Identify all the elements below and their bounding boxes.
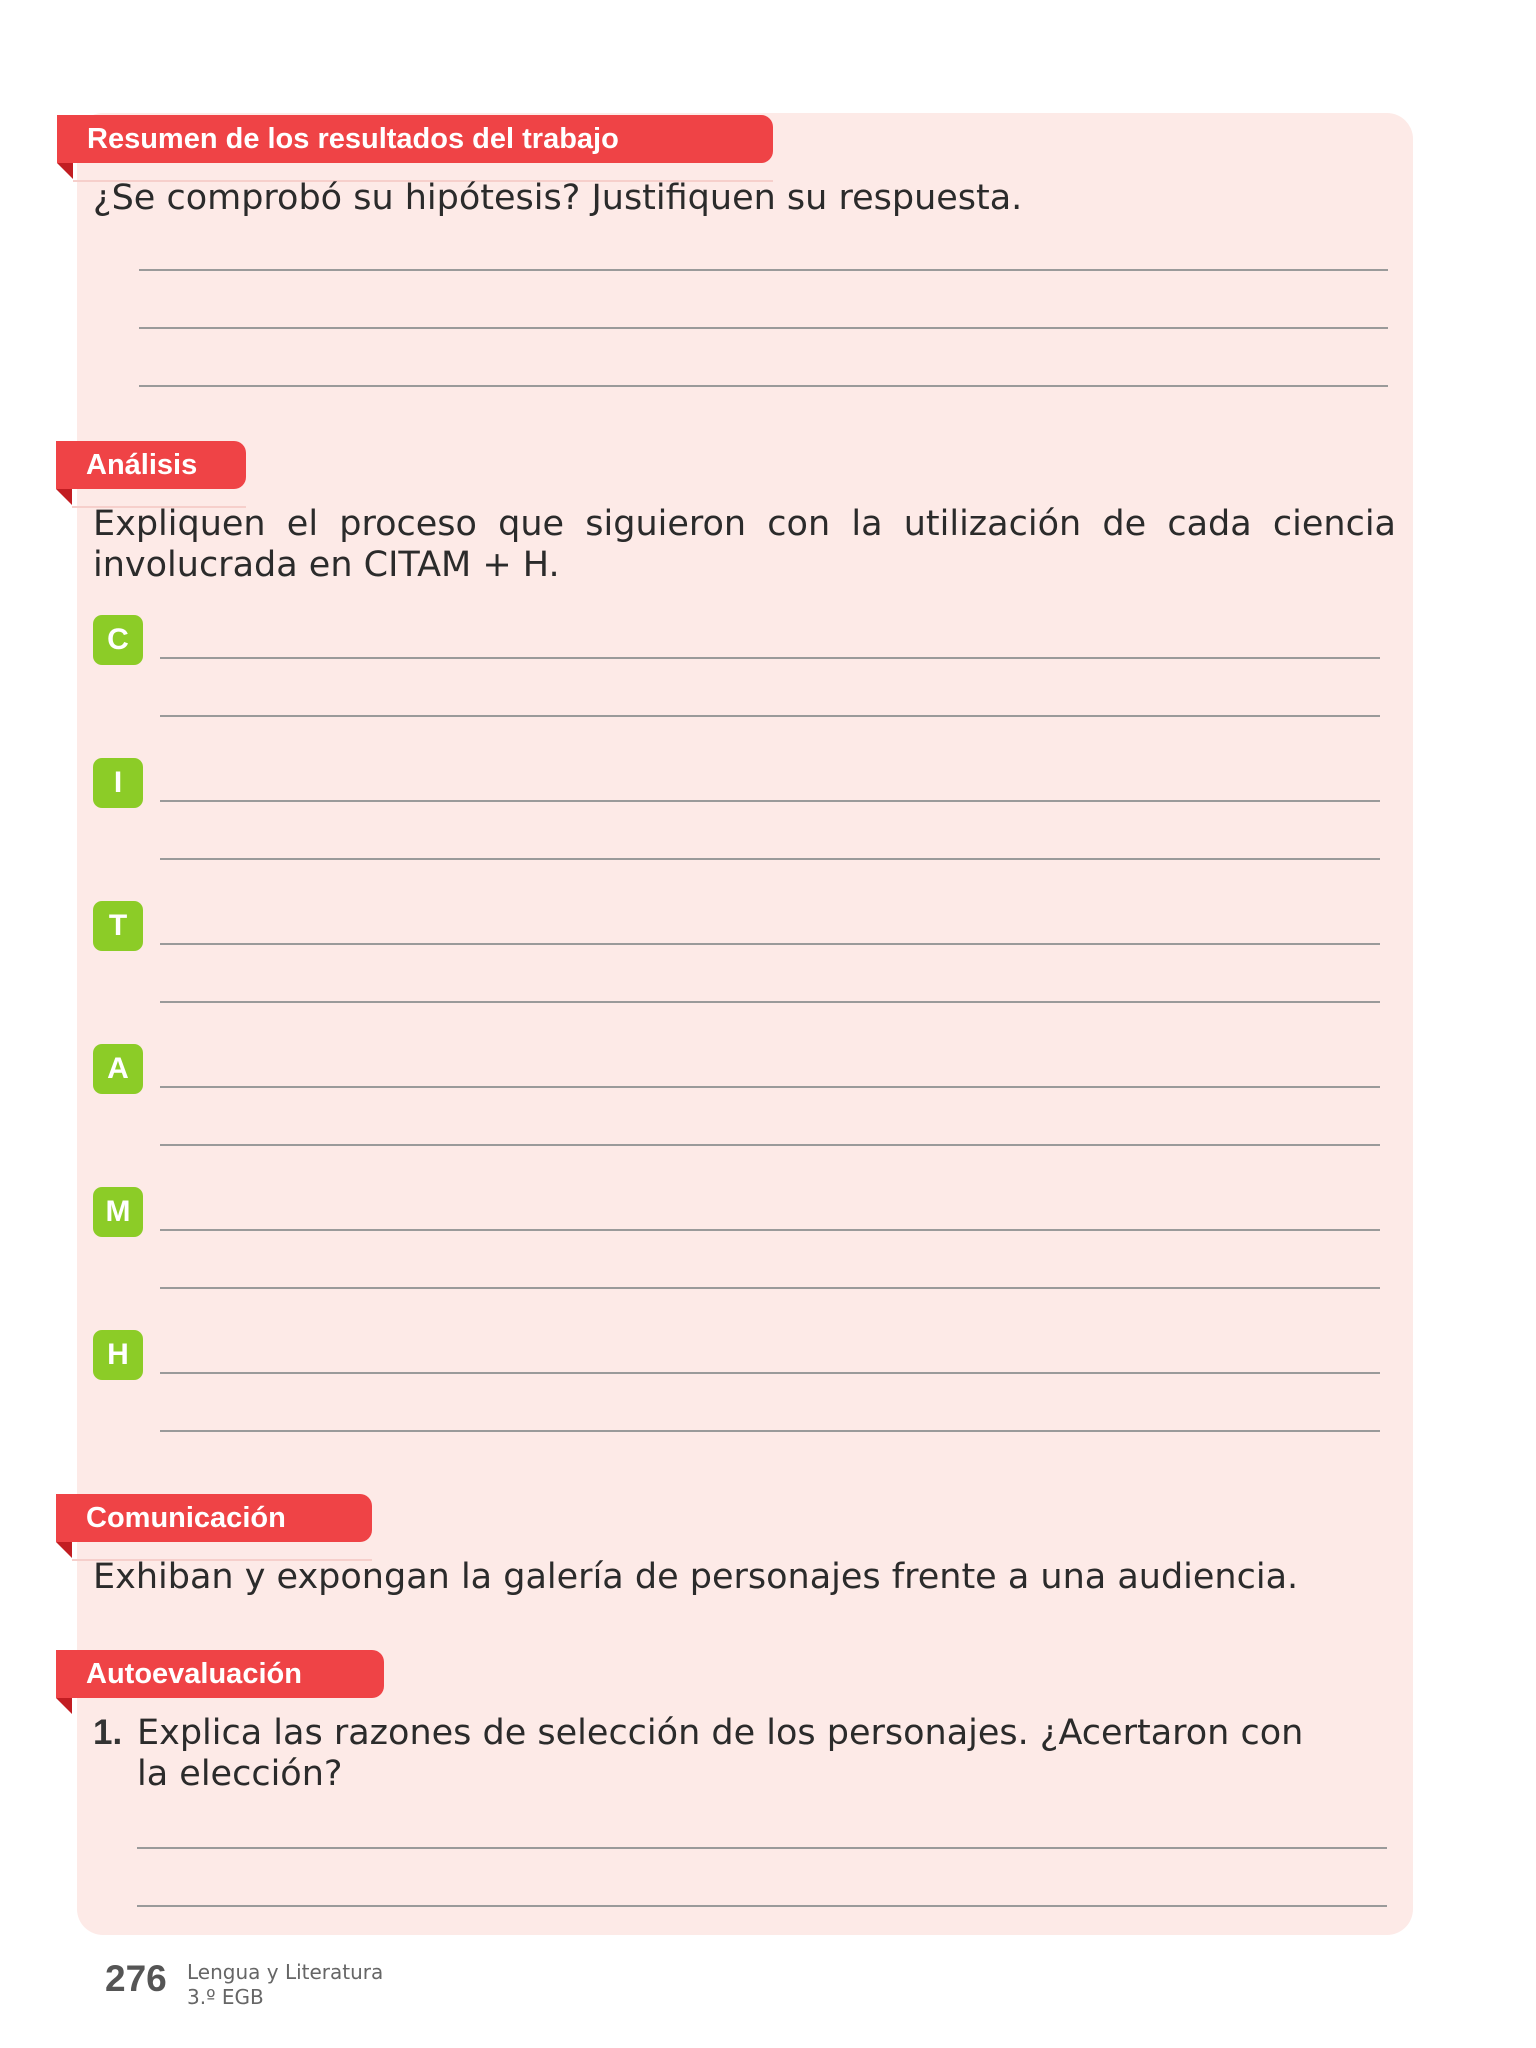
answer-line-c[interactable] xyxy=(160,657,1380,659)
answer-line-t[interactable] xyxy=(160,1001,1380,1003)
autoevaluacion-tag-fold xyxy=(56,1698,72,1714)
resumen-question: ¿Se comprobó su hipótesis? Justifiquen su respuesta. xyxy=(93,178,1023,218)
autoevaluacion-question: Explica las razones de selección de los personajes. ¿Acertaron con la elección? xyxy=(137,1713,1304,1794)
comunicacion-section-tag: Comunicación xyxy=(56,1494,372,1542)
answer-line[interactable] xyxy=(139,385,1388,387)
footer-grade: 3.º EGB xyxy=(187,1985,264,2009)
answer-line-m[interactable] xyxy=(160,1287,1380,1289)
comunicacion-tag-fold xyxy=(56,1542,72,1558)
analisis-tag-fold xyxy=(56,489,72,505)
answer-line-a[interactable] xyxy=(160,1086,1380,1088)
analisis-question-line-1: Expliquen el proceso que siguieron con la utilización de cada ciencia xyxy=(93,504,1396,544)
answer-line-c[interactable] xyxy=(160,715,1380,717)
analisis-question-line-2: involucrada en CITAM + H. xyxy=(93,545,560,585)
resumen-section-tag: Resumen de los resultados del trabajo xyxy=(57,115,773,163)
footer-subject: Lengua y Literatura xyxy=(187,1960,384,1984)
answer-line[interactable] xyxy=(139,327,1388,329)
resumen-tag-fold xyxy=(57,163,73,179)
letter-t-badge: T xyxy=(93,901,143,951)
answer-line-h[interactable] xyxy=(160,1430,1380,1432)
letter-a-badge: A xyxy=(93,1044,143,1094)
answer-line[interactable] xyxy=(137,1847,1387,1849)
answer-line-t[interactable] xyxy=(160,943,1380,945)
autoevaluacion-section-tag: Autoevaluación xyxy=(56,1650,384,1698)
letter-i-badge: I xyxy=(93,758,143,808)
answer-line[interactable] xyxy=(137,1905,1387,1907)
answer-line-h[interactable] xyxy=(160,1372,1380,1374)
comunicacion-text: Exhiban y expongan la galería de personajes frente a una audiencia. xyxy=(93,1557,1299,1597)
letter-c-badge: C xyxy=(93,615,143,665)
letter-m-badge: M xyxy=(93,1187,143,1237)
page-number: 276 xyxy=(105,1958,167,1999)
answer-line[interactable] xyxy=(139,269,1388,271)
letter-h-badge: H xyxy=(93,1330,143,1380)
answer-line-i[interactable] xyxy=(160,800,1380,802)
answer-line-m[interactable] xyxy=(160,1229,1380,1231)
analisis-section-tag: Análisis xyxy=(56,441,246,489)
answer-line-i[interactable] xyxy=(160,858,1380,860)
answer-line-a[interactable] xyxy=(160,1144,1380,1146)
item-number: 1. xyxy=(93,1713,123,1752)
